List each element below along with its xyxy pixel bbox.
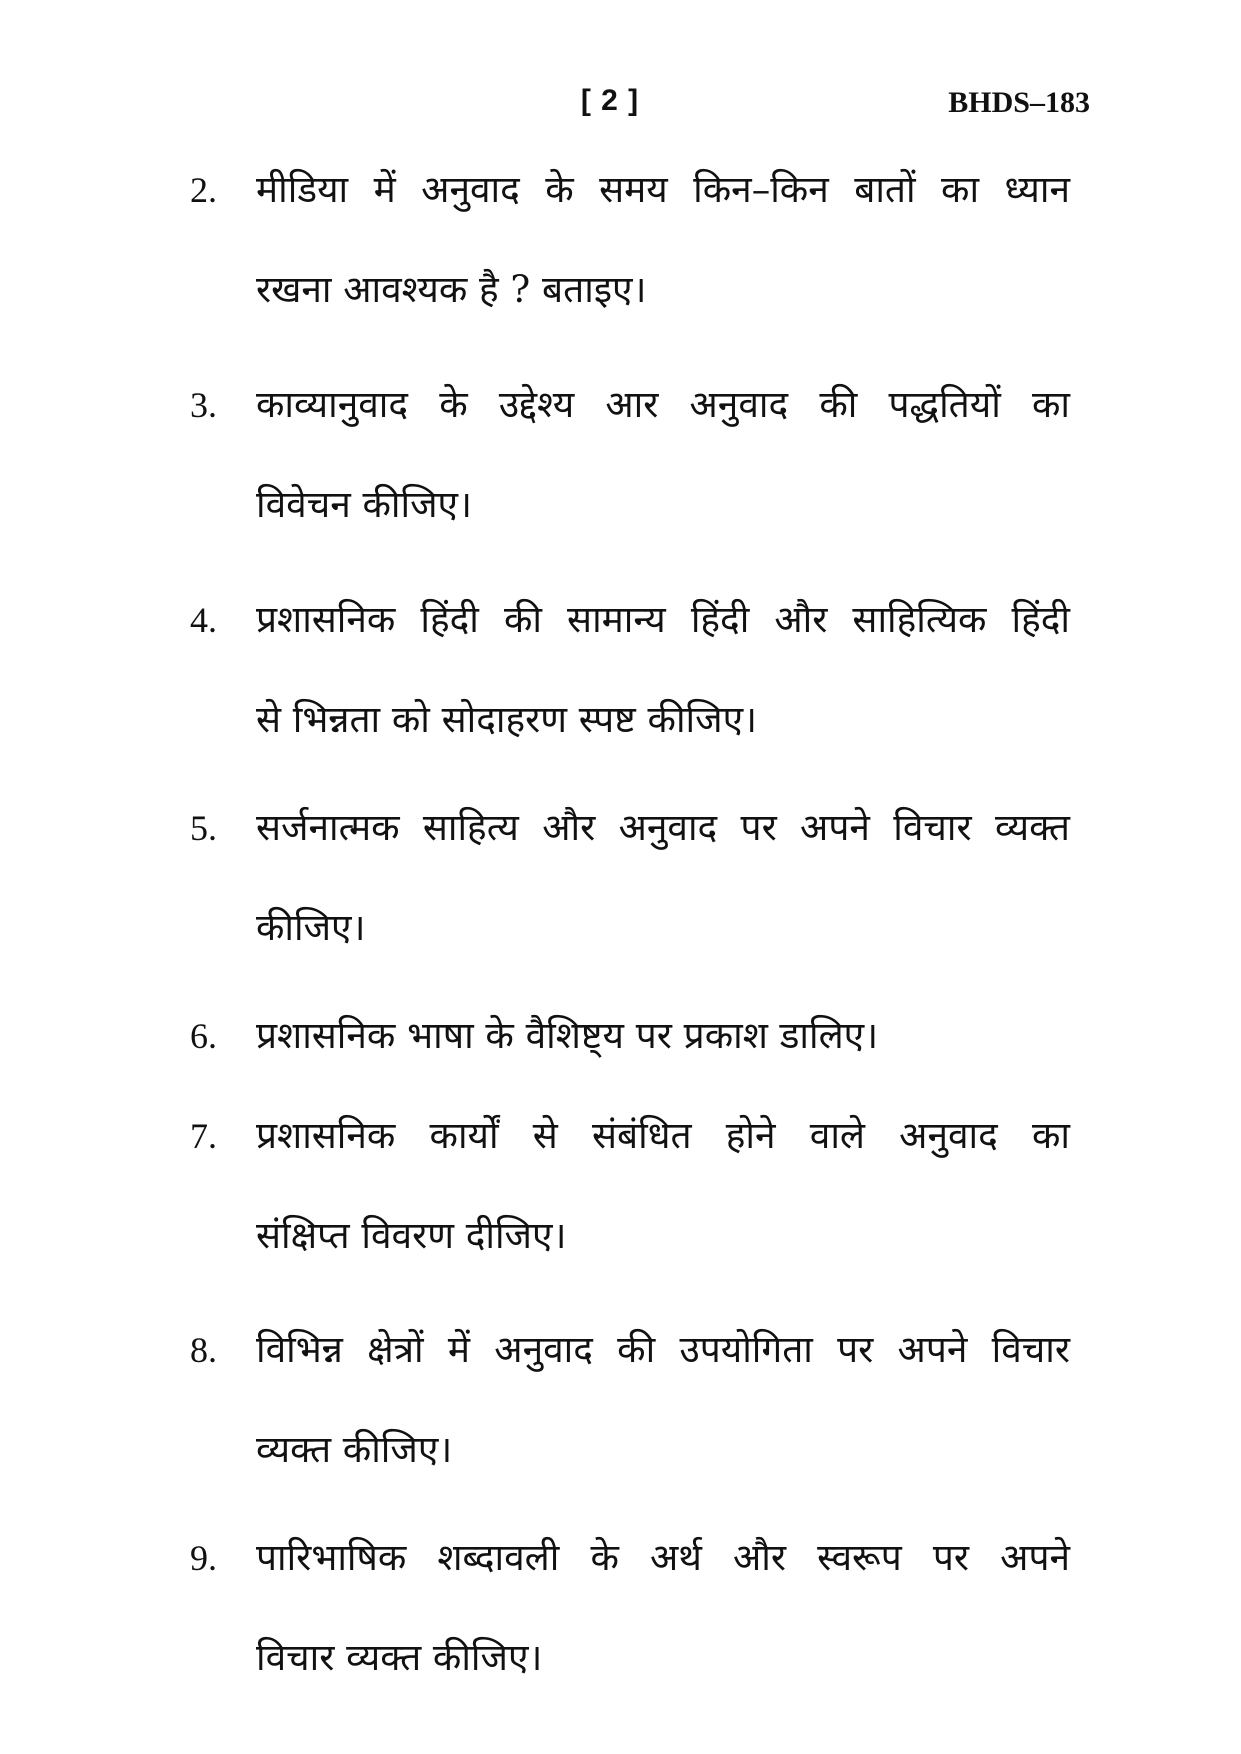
question-text [256, 355, 1070, 555]
question-number: 5. [190, 808, 217, 848]
question-line-2: कीजिए। [256, 906, 366, 949]
question-line-2: से भिन्नता को सोदाहरण स्पष्ट कीजिए। [256, 698, 758, 741]
question-number: 4. [190, 600, 217, 640]
question-text [256, 986, 1070, 1086]
question-line-2: रखना आवश्यक है ? बताइए। [256, 268, 647, 311]
question-text [256, 140, 1070, 340]
question-number: 2. [190, 170, 217, 210]
question-text [256, 570, 1070, 770]
page-number: [ 2 ] [580, 84, 640, 117]
question-line-1: प्रशासनिक भाषा के वैशिष्ट्य पर प्रकाश डालिए। [256, 1014, 879, 1057]
paper-code: BHDS–183 [948, 86, 1090, 119]
question-line-2: विवेचन कीजिए। [256, 483, 473, 526]
question-text [256, 1508, 1070, 1708]
question-line-1: काव्यानुवाद के उद्देश्य आर अनुवाद की पद्धतियों का [256, 383, 1070, 426]
question-line-1: पारिभाषिक शब्दावली के अर्थ और स्वरूप पर अपने [256, 1536, 1070, 1579]
question-line-1: प्रशासनिक हिंदी की सामान्य हिंदी और साहित्यिक हिंदी [256, 598, 1070, 641]
question-line-2: विचार व्यक्त कीजिए। [256, 1636, 543, 1679]
question-line-1: प्रशासनिक कार्यों से संबंधित होने वाले अनुवाद का [256, 1114, 1070, 1157]
question-number: 9. [190, 1538, 217, 1578]
question-line-2: व्यक्त कीजिए। [256, 1428, 453, 1471]
question-line-1: विभिन्न क्षेत्रों में अनुवाद की उपयोगिता पर अपने विचार [256, 1328, 1070, 1371]
question-text [256, 778, 1070, 978]
question-number: 3. [190, 385, 217, 425]
question-number: 8. [190, 1330, 217, 1370]
question-number: 7. [190, 1116, 217, 1156]
question-line-2: संक्षिप्त विवरण दीजिए। [256, 1214, 567, 1257]
question-number: 6. [190, 1016, 217, 1056]
question-text [256, 1300, 1070, 1500]
question-line-1: सर्जनात्मक साहित्य और अनुवाद पर अपने विचार व्यक्त [256, 806, 1070, 849]
question-text [256, 1086, 1070, 1286]
question-line-1: मीडिया में अनुवाद के समय किन–किन बातों का ध्यान [256, 168, 1070, 211]
